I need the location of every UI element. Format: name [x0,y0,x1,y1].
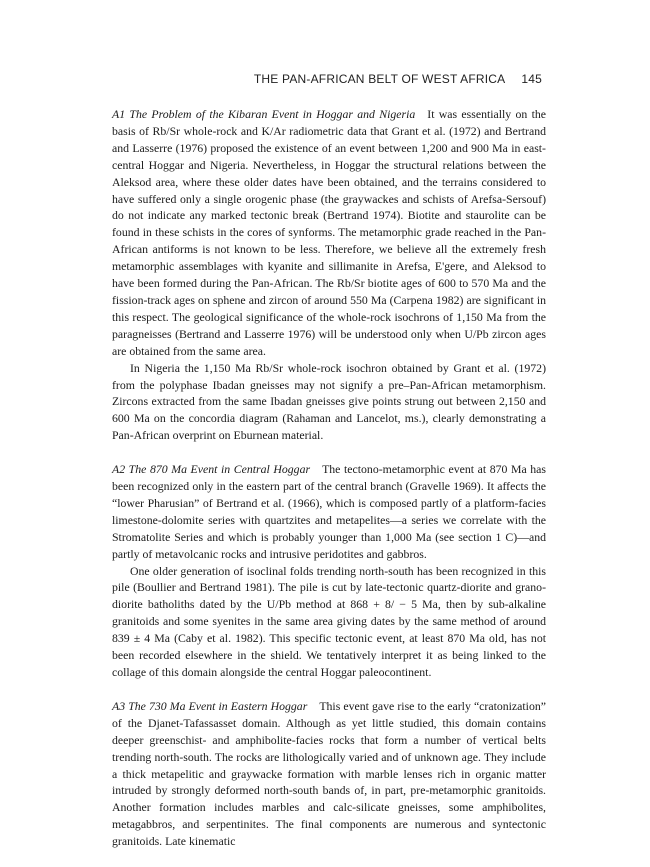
paragraph: One older generation of isoclinal folds trending north-south has been recognized in this pile (Boullier and Bertrand 1981). The pile is cut by late-tectonic quartz-diorite and grano-diorite batholiths dated by the U/Pb method at 868 + 8/ − 5 Ma, then by sub-alkaline granitoids and some syenites in the same area giving dates by the same method of around 839 ± 4 Ma (Caby et al. 1982). This specific tectonic event, at least 870 Ma old, has not been recorded elsewhere in the shield. We tentatively interpret it as being linked to the collage of this domain alongside the central Hoggar paleocontinent. [112,563,546,679]
section-a2 [112,461,546,681]
body-text [112,106,546,867]
page-number: 145 [521,72,542,86]
paragraph [112,106,546,360]
paragraph-text: It was essentially on the basis of Rb/Sr whole-rock and K/Ar radiometric data that Grant et al. (1972) and Bertrand and Lasserre (1976) proposed the existence of an event between 1,200 and 900 Ma in east-central Hoggar and Nigeria. Nevertheless, in Hoggar the structural relations between the Aleksod area, where these older dates have been obtained, and the terrains considered to have suffered only a single orogenic phase (the graywackes and schists of Arefsa-Sersouf) do not indicate any marked tectonic break (Bertrand 1974). Biotite and staurolite can be found in these schists in the cores of synforms. The metamorphic grade reached in the Pan-African antiforms is not known to be less. Therefore, we believe all the extremely fresh metamorphic assemblages with kyanite and sillimanite in Arefsa, E'gere, and Aleksod to have been formed during the Pan-African. The Rb/Sr biotite ages of 600 to 570 Ma and the fission-track ages on sphene and zircon of around 550 Ma (Carpena 1982) are significant in this respect. The geological significance of the whole-rock isochrons of 1,150 Ma from the paragneisses (Bertrand and Lasserre 1976) will be understood only when U/Pb zircon ages are obtained from the same area. [112,107,546,358]
section-heading: A3 The 730 Ma Event in Eastern Hoggar [112,698,308,713]
section-heading: A2 The 870 Ma Event in Central Hoggar [112,462,311,477]
paragraph-text: The tectono-metamorphic event at 870 Ma has been recognized only in the eastern part of the central branch (Gravelle 1969). It affects the “lower Pharusian” of Bertrand et al. (1966), which is composed partly of a platform-facies limestone-dolomite series with quartzites and metapelites—a series we correlate with the Stromatolite Series and which is probably younger than 1,000 Ma (see section 1 C)—and partly of metavolcanic rocks and intrusive peridotites and gabbros. [112,462,546,561]
section-heading: A1 The Problem of the Kibaran Event in Hoggar and Nigeria [112,107,416,121]
section-a3 [112,698,546,850]
section-a1 [112,106,546,444]
running-head [112,72,542,86]
paragraph: In Nigeria the 1,150 Ma Rb/Sr whole-rock isochron obtained by Grant et al. (1972) from the polyphase Ibadan gneisses may not signify a pre–Pan-African metamorphism. Zircons extracted from the same Ibadan gneisses give points strung out between 2,150 and 600 Ma on the concordia diagram (Rahaman and Lancelot, ms.), clearly demonstrating a Pan-African overprint on Eburnean material. [112,360,546,443]
paragraph-text: This event gave rise to the early “cratonization” of the Djanet-Tafassasset domain. Although as yet little studied, this domain contains deeper greenschist- and amphibolite-facies rocks that form a number of vertical belts trending north-south. The rocks are lithologically varied and of unknown age. They include a thick metapelitic and graywacke formation with marble lenses rich in organic matter intruded by strongly deformed north-south bands of, in part, pre-metamorphic granitoids. Another formation includes marbles and calc-silicate gneisses, some amphibolites, metagabbros, and serpentinites. The final components are numerous and syntectonic granitoids. Late kinematic [112,698,546,849]
paragraph [112,461,546,562]
running-head-title: THE PAN-AFRICAN BELT OF WEST AFRICA [253,72,506,86]
paragraph [112,698,546,850]
